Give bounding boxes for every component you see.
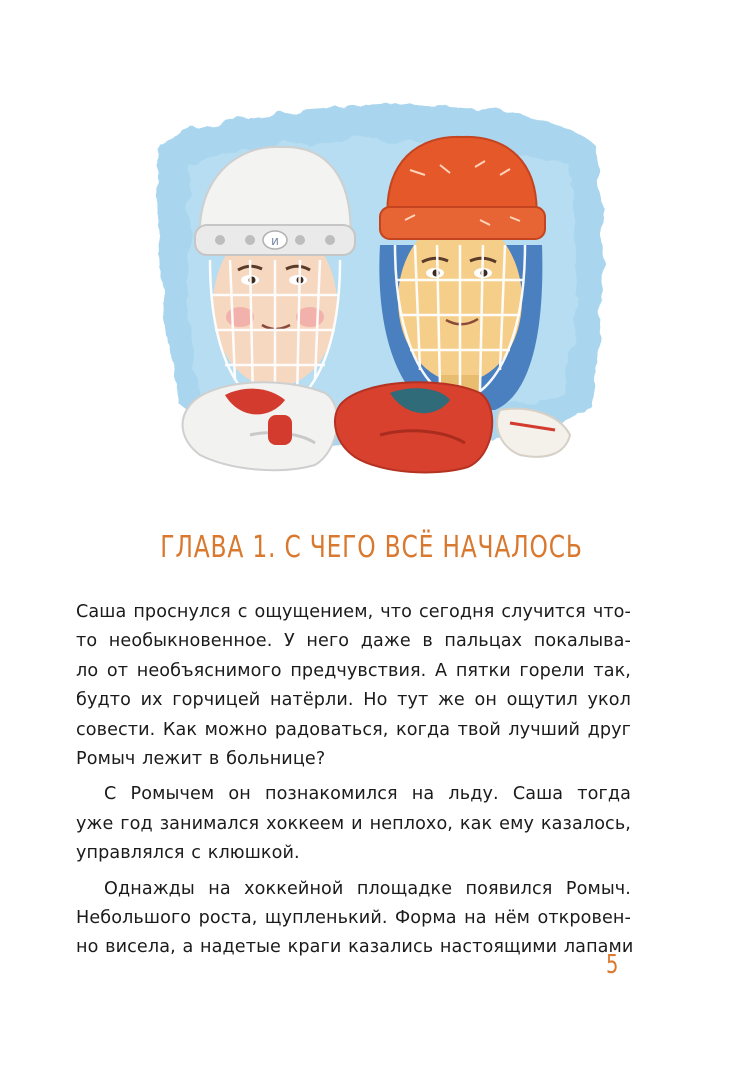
paragraph (76, 598, 631, 774)
paragraph (76, 780, 631, 868)
helmet-left-label: И (271, 237, 279, 248)
text-line: С Ромычем он познакомился на льду. Саша тогда (104, 784, 631, 805)
text-line: совести. Как можно радоваться, когда твой лучший друг (76, 719, 631, 740)
chapter-title: ГЛАВА 1. С ЧЕГО ВСЁ НАЧАЛОСЬ (160, 530, 583, 565)
text-line: Ромыч лежит в больнице? (76, 749, 326, 770)
text-line: ло от необъяснимого предчувствия. А пятки горели так, (76, 660, 631, 681)
text-line: Небольшого роста, щупленький. Форма на нём откровен- (76, 908, 631, 929)
text-line: но висела, а надетые краги казались настоящими лапами (76, 937, 634, 958)
chapter-illustration (150, 75, 610, 500)
text-line: будто их горчицей натёрли. Но тут же он ощутил укол (76, 690, 631, 711)
text-line: то необыкновенное. У него даже в пальцах покалыва- (76, 631, 631, 652)
page-number: 5 (606, 950, 619, 980)
text-line: Однажды на хоккейной площадке появился Ромыч. (104, 878, 631, 899)
text-line: Саша проснулся с ощущением, что сегодня случится что- (76, 602, 631, 622)
text-line: уже год занимался хоккеем и неплохо, как ему казалось, (76, 813, 631, 834)
text-line: управлялся с клюшкой. (76, 843, 300, 864)
chapter-body (76, 598, 634, 963)
hockey-players-illustration (150, 75, 610, 500)
paragraph (76, 875, 634, 963)
